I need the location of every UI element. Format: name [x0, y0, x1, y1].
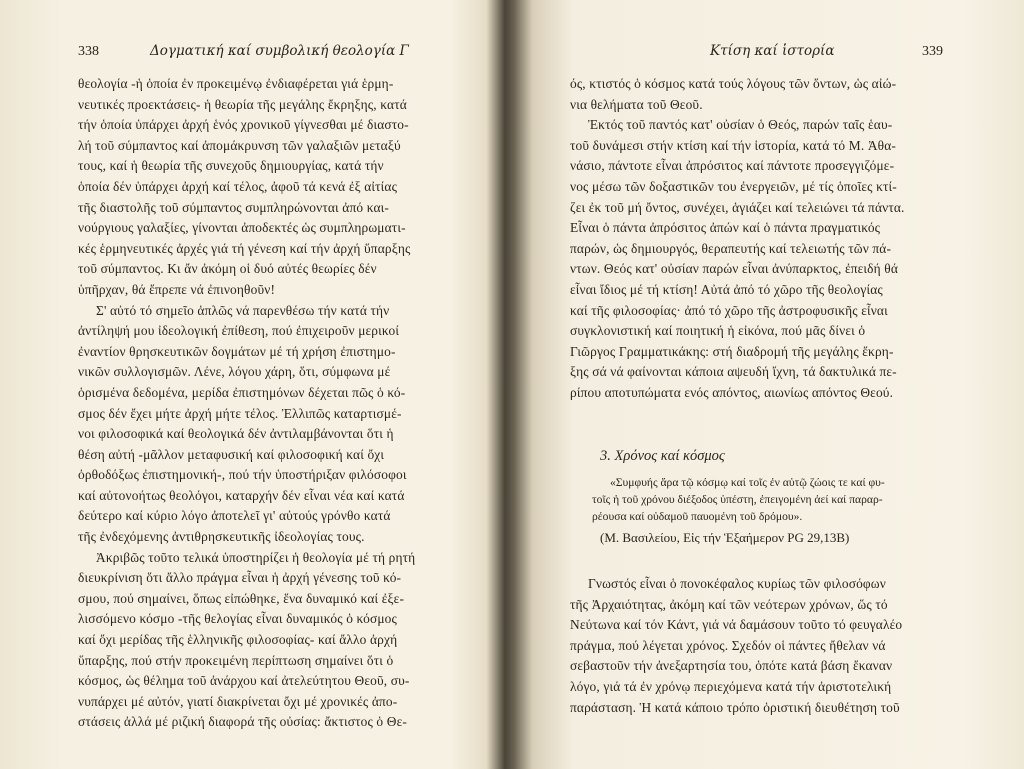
page-number-right: 339 — [922, 44, 943, 59]
text-line: παρών, ὡς δημιουργός, θεραπευτής καί τελειωτής τῶν πά- — [570, 240, 892, 256]
text-line: σμου, πού σημαίνει, ὅπως εἰπώθηκε, ἕνα δυναμικό καί ἐξε- — [78, 590, 405, 606]
text-line: ὁποία δέν ὑπάρχει ἀρχή καί τέλος, ἀφοῦ τά κενά ἐξ αἰτίας — [78, 178, 398, 194]
text-line: σεβαστοῦν τήν ἀνεξαρτησία του, ὁπότε κατά βάση ἔκαναν — [570, 658, 893, 674]
text-line: τῆς διαστολῆς τοῦ σύμπαντος συμπληρώνονται ἀπό και- — [78, 199, 390, 215]
text-line: Γνωστός εἶναι ὁ πονοκέφαλος κυρίως τῶν φιλοσόφων — [588, 576, 886, 591]
text-line: ντων. Θεός κατ' οὐσίαν παρών εἶναι ἀνύπαρκτος, ἐπειδή θά — [570, 261, 898, 277]
right-body-text-top — [570, 74, 955, 404]
text-line: στάσεις ἀλλά μέ ριζική διαφορά τῆς οὐσίας: ἄκτιστος ὁ Θε- — [78, 714, 407, 730]
text-line: κόσμος, ὡς θέλημα τοῦ ἀνάρχου καί ἀτελεύτητου Θεοῦ, συ- — [78, 673, 410, 689]
text-line: νευτικές προεκτάσεις- ἡ θεωρία τῆς μεγάλης ἔκρηξης, κατά — [78, 96, 407, 112]
text-line: σμος δέν ἔχει μήτε ἀρχή μήτε τέλος. Ἐλλιπῶς καταρτισμέ- — [78, 405, 402, 421]
page-number-left: 338 — [78, 44, 99, 59]
text-line: καί τῆς φιλοσοφίας· ἀπό τό χῶρο τῆς ἀστροφυσικῆς εἶναι — [570, 302, 888, 318]
running-head-right: Κτίση καί ἱστορία — [710, 43, 835, 59]
epigraph-quote — [592, 474, 962, 525]
text-line: τους, καί ἡ θεωρία τῆς συνεχοῦς δημιουργίας, κατά τήν — [78, 158, 384, 174]
text-line: ός, κτιστός ὁ κόσμος κατά τούς λόγους τῶν ὄντων, ὡς αἰώ- — [570, 76, 897, 91]
text-line: Σ' αὐτό τό σημεῖο ἁπλῶς νά παρενθέσω τήν κατά τήν — [96, 302, 390, 318]
text-line: λή τοῦ σύμπαντος καί ἀπομάκρυνση τῶν γαλαξιῶν μεταξύ — [78, 137, 401, 153]
text-line: νια θελήματα τοῦ Θεοῦ. — [570, 96, 703, 112]
text-line: ρέουσα καί οὐδαμοῦ παυομένη τοῦ δρόμου». — [592, 510, 803, 523]
text-line: Εἶναι ὁ πάντα ἀπρόσιτος ἀπών καί ὁ πάντα πραγματικός — [570, 220, 881, 236]
text-line: δεύτερο καί κύριο λόγο ἀποτελεῖ γι' αὐτούς γρόνθο κατά — [78, 508, 391, 524]
text-line: ἐναντίον θρησκευτικῶν δογμάτων μέ τή χρήση ἐπιστημο- — [78, 343, 396, 359]
text-line: ὕπαρξης, πού στήν προκειμένη περίπτωση σημαίνει ὅτι ὁ — [78, 652, 394, 668]
text-line: συγκλονιστική καί ποιητική ἡ εἰκόνα, πού μᾶς δίνει ὁ — [570, 323, 866, 339]
text-line: Ἐκτός τοῦ παντός κατ' οὐσίαν ὁ Θεός, παρών ταῖς ἑαυ- — [588, 117, 893, 133]
text-line: παράσταση. Ἡ κατά κάποιο τρόπο ὁριστική διευθέτηση τοῦ — [570, 699, 900, 715]
section-title: 3. Χρόνος καί κόσμος — [600, 448, 725, 464]
text-line: καί ὄχι μερίδας τῆς ἑλληνικῆς φιλοσοφίας- καί ἄλλο ἀρχή — [78, 632, 398, 648]
text-line: πράγμα, πού λέγεται χρόνος. Σχεδόν οἱ πάντες ἤθελαν νά — [570, 637, 886, 653]
text-line: τοῦ δυνάμεσι στήν κτίση καί τήν ἱστορία, κατά τό Μ. Ἀθα- — [570, 137, 896, 153]
text-line: τῆς Ἀρχαιότητας, ἀκόμη καί τῶν νεότερων χρόνων, ὥς τό — [570, 596, 888, 612]
text-line: διευκρίνιση ὅτι ἄλλο πράγμα εἶναι ἡ ἀρχή γένεσης τοῦ κό- — [78, 570, 402, 586]
text-line: νικῶν συλλογισμῶν. Λένε, λόγου χάρη, ὅτι, σύμφωνα μέ — [78, 364, 391, 380]
right-page — [520, 0, 1024, 769]
epigraph-reference: (Μ. Βασιλείου, Εἰς τήν Ἑξαήμερον PG 29,13B) — [600, 530, 850, 545]
text-line: νούργιους γαλαξίες, γίνονται ἀποδεκτές ὡς συμπληρωματι- — [78, 220, 406, 236]
text-line: λόγο, γιά τά ἐν χρόνῳ περιεχόμενα κατά τήν ἀριστοτελική — [570, 678, 892, 694]
running-head-left: Δογματική καί συμβολική θεολογία Γ — [150, 43, 409, 59]
text-line: ζει ἐκ τοῦ μή ὄντος, συνέχει, ἁγιάζει καί τελειώνει τά πάντα. — [570, 199, 905, 215]
text-line: λισσόμενο κόσμο -τῆς θελογίας εἶναι δυναμικός ὁ κόσμος — [78, 611, 397, 627]
text-line: τοῦ σύμπαντος. Κι ἄν ἀκόμη οἱ δυό αὐτές θεωρίες δέν — [78, 261, 377, 277]
text-line: ἀντίληψή μου ἰδεολογική ἐπίθεση, πού ἐπιχειροῦν μερικοί — [78, 323, 400, 339]
text-line: «Συμφυής ἄρα τῷ κόσμῳ καί τοῖς ἐν αὐτῷ ζώοις τε καί φυ- — [610, 476, 885, 489]
text-line: θέση αὐτή -μᾶλλον μεταφυσική καί φιλοσοφική καί ὄχι — [78, 446, 385, 462]
left-body-text — [78, 74, 448, 733]
text-line: νάσιο, πάντοτε εἶναι ἀπρόσιτος καί πάντοτε προσεγγιζόμε- — [570, 158, 895, 174]
text-line: καί αὐτονοήτως θεολόγοι, καταρχήν δέν εἶναι νέα καί κατά — [78, 487, 405, 503]
text-line: ὀρθοδόξως ἐπιστημονική-, πού τήν ὑποστήριξαν φιλόσοφοι — [78, 467, 407, 483]
left-page — [0, 0, 500, 769]
text-line: Νεύτωνα καί τόν Κάντ, γιά νά δαμάσουν τοῦτο τό φευγαλέο — [570, 617, 903, 633]
text-line: θεολογία -ἡ ὁποία ἐν προκειμένῳ ἐνδιαφέρεται γιά ἑρμη- — [78, 76, 394, 91]
text-line: νοι φιλοσοφικά καί θεολογικά δέν ἀντιλαμβάνονται ὅτι ἡ — [78, 426, 394, 442]
text-line: τήν ὁποία ὑπάρχει ἀρχή ἑνός χρονικοῦ γίγνεσθαι μέ διαστο- — [78, 117, 409, 133]
text-line: τῆς ἐνδεχόμενης ἀντιθρησκευτικῆς ἰδεολογίας τους. — [78, 529, 365, 545]
text-line: Ἀκριβῶς τοῦτο τελικά ὑποστηρίζει ἡ θεολογία μέ τή ρητή — [96, 549, 416, 565]
text-line: εἶναι ἴδιος μέ τή κτίση! Αὐτά ἀπό τό χῶρο τῆς θεολογίας — [570, 281, 883, 297]
text-line: ξης σά νά φαίνονται κάποια αψευδή ἴχνη, τά δακτυλικά πε- — [570, 364, 897, 380]
text-line: ρίπου αποτυπώματα ενός απόντος, αιωνίως απόντος Θεού. — [570, 384, 894, 400]
text-line: Γιῶργος Γραμματικάκης: στή διαδρομή τῆς μεγάλης ἔκρη- — [570, 343, 894, 359]
text-line: νος μέσω τῶν δοξαστικῶν του ἐνεργειῶν, μέ τίς ὁποῖες κτί- — [570, 178, 897, 194]
text-line: τοῖς ἡ τοῦ χρόνου διέξοδος ὑπέστη, ἐπειγομένη ἀεί καί παραρ- — [592, 493, 883, 506]
right-body-text-bottom — [570, 574, 955, 718]
text-line: νυπάρχει μέ αὐτόν, γιατί διακρίνεται ὄχι μέ χρονικές ἀπο- — [78, 693, 398, 709]
text-line: ὁρισμένα δεδομένα, μερίδα ἐπιστημόνων δέχεται πῶς ὁ κό- — [78, 384, 406, 400]
text-line: ὑπῆρχαν, θά ἔπρεπε νά ἐπινοηθοῦν! — [78, 281, 276, 297]
text-line: κές ἑρμηνευτικές ἀρχές γιά τή γένεση καί τήν ἀρχή ὕπαρξης — [78, 240, 411, 256]
